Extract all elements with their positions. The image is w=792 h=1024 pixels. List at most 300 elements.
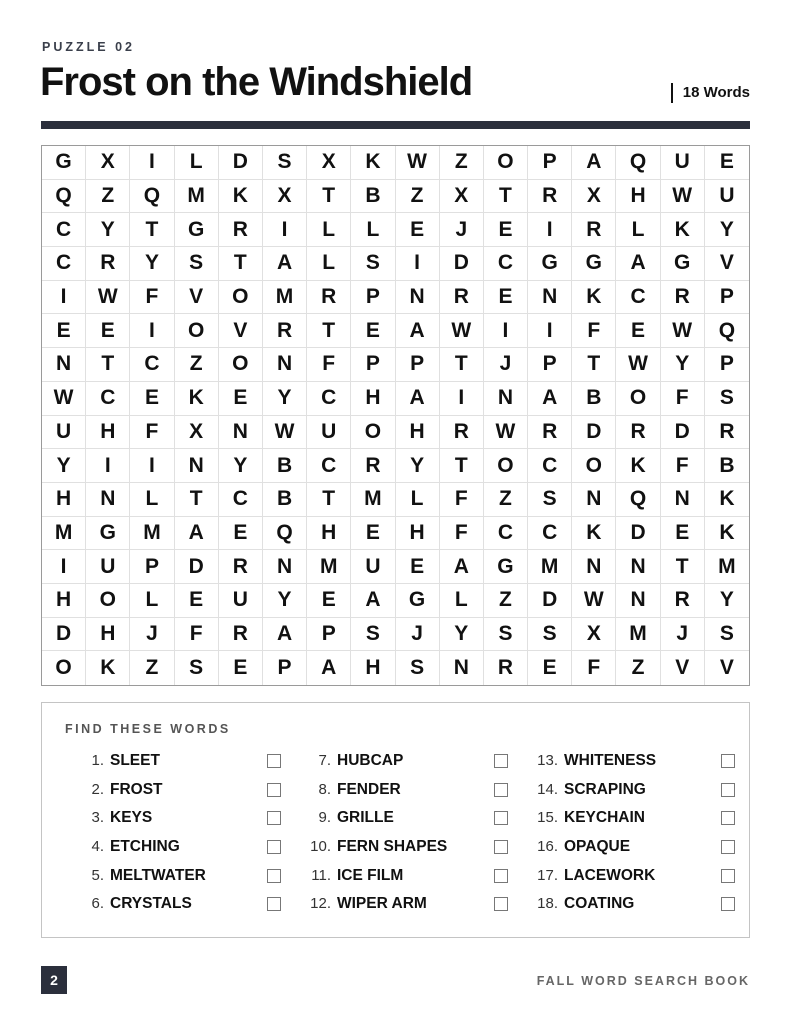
grid-cell[interactable]: F [661, 449, 705, 483]
grid-cell[interactable]: D [661, 416, 705, 450]
grid-cell[interactable]: W [263, 416, 307, 450]
grid-cell[interactable]: V [219, 314, 263, 348]
grid-cell[interactable]: U [42, 416, 86, 450]
grid-cell[interactable]: P [351, 348, 395, 382]
grid-cell[interactable]: I [42, 281, 86, 315]
grid-cell[interactable]: O [219, 348, 263, 382]
grid-cell[interactable]: A [528, 382, 572, 416]
grid-cell[interactable]: T [440, 348, 484, 382]
word-list-item [530, 751, 735, 780]
grid-cell[interactable]: A [396, 314, 440, 348]
grid-cell[interactable]: V [705, 247, 749, 281]
grid-cell[interactable]: M [351, 483, 395, 517]
grid-cell[interactable]: C [219, 483, 263, 517]
grid-cell[interactable]: T [572, 348, 616, 382]
grid-cell[interactable]: L [396, 483, 440, 517]
grid-cell[interactable]: O [175, 314, 219, 348]
grid-cell[interactable]: C [42, 247, 86, 281]
grid-cell[interactable]: T [219, 247, 263, 281]
grid-cell[interactable]: N [616, 584, 660, 618]
grid-cell[interactable]: J [396, 618, 440, 652]
grid-cell[interactable]: K [86, 651, 130, 685]
grid-cell[interactable]: Y [705, 584, 749, 618]
grid-cell[interactable]: I [86, 449, 130, 483]
grid-cell[interactable]: H [86, 618, 130, 652]
grid-cell[interactable]: U [307, 416, 351, 450]
grid-cell[interactable]: N [219, 416, 263, 450]
grid-cell[interactable]: N [86, 483, 130, 517]
grid-cell[interactable]: I [484, 314, 528, 348]
grid-cell[interactable]: O [616, 382, 660, 416]
grid-cell[interactable]: E [484, 281, 528, 315]
word-checkbox[interactable] [494, 754, 508, 768]
word-checkbox[interactable] [721, 754, 735, 768]
grid-cell[interactable]: A [440, 550, 484, 584]
grid-cell[interactable]: B [351, 180, 395, 214]
word-list-item [76, 751, 281, 780]
grid-cell[interactable]: T [307, 314, 351, 348]
grid-cell[interactable]: X [307, 146, 351, 180]
grid-cell[interactable]: H [86, 416, 130, 450]
grid-cell[interactable]: E [351, 314, 395, 348]
grid-cell[interactable]: E [42, 314, 86, 348]
grid-cell[interactable]: W [396, 146, 440, 180]
word-text: GRILLE [337, 809, 394, 827]
grid-cell[interactable]: F [307, 348, 351, 382]
grid-cell[interactable]: F [440, 483, 484, 517]
grid-cell[interactable]: K [661, 213, 705, 247]
word-list-item [530, 894, 735, 923]
grid-cell[interactable]: A [263, 618, 307, 652]
grid-cell[interactable]: P [705, 348, 749, 382]
grid-cell[interactable]: P [528, 348, 572, 382]
grid-cell[interactable]: T [175, 483, 219, 517]
grid-cell[interactable]: A [307, 651, 351, 685]
word-list-panel [41, 702, 750, 938]
word-checkbox[interactable] [267, 840, 281, 854]
word-text: SLEET [110, 752, 160, 769]
grid-cell[interactable]: M [42, 517, 86, 551]
grid-cell[interactable]: A [572, 146, 616, 180]
grid-cell[interactable]: T [440, 449, 484, 483]
grid-cell[interactable]: S [351, 618, 395, 652]
grid-cell[interactable]: O [219, 281, 263, 315]
grid-cell[interactable]: F [130, 416, 174, 450]
grid-cell[interactable]: L [175, 146, 219, 180]
grid-cell[interactable]: H [396, 517, 440, 551]
grid-cell[interactable]: N [572, 550, 616, 584]
grid-cell[interactable]: L [616, 213, 660, 247]
grid-cell[interactable]: O [572, 449, 616, 483]
word-list-item [530, 866, 735, 895]
grid-cell[interactable]: J [484, 348, 528, 382]
grid-cell[interactable]: E [130, 382, 174, 416]
grid-cell[interactable]: I [528, 314, 572, 348]
grid-cell[interactable]: C [484, 517, 528, 551]
grid-cell[interactable]: L [307, 213, 351, 247]
grid-cell[interactable]: E [86, 314, 130, 348]
grid-cell[interactable]: R [440, 416, 484, 450]
grid-cell[interactable]: Y [263, 382, 307, 416]
grid-cell[interactable]: R [484, 651, 528, 685]
grid-cell[interactable]: Z [175, 348, 219, 382]
grid-cell[interactable]: S [396, 651, 440, 685]
grid-cell[interactable]: G [661, 247, 705, 281]
grid-cell[interactable]: Q [705, 314, 749, 348]
grid-cell[interactable]: X [572, 180, 616, 214]
grid-cell[interactable]: M [307, 550, 351, 584]
word-checkbox[interactable] [494, 897, 508, 911]
grid-cell[interactable]: S [528, 483, 572, 517]
word-text: WHITENESS [564, 752, 657, 769]
word-checkbox[interactable] [721, 783, 735, 797]
grid-cell[interactable]: D [440, 247, 484, 281]
grid-cell[interactable]: N [42, 348, 86, 382]
grid-cell[interactable]: A [263, 247, 307, 281]
grid-cell[interactable]: R [705, 416, 749, 450]
grid-cell[interactable]: I [396, 247, 440, 281]
grid-cell[interactable]: G [396, 584, 440, 618]
grid-cell[interactable]: F [572, 314, 616, 348]
grid-cell[interactable]: H [307, 517, 351, 551]
word-checkbox[interactable] [267, 783, 281, 797]
grid-cell[interactable]: C [130, 348, 174, 382]
grid-cell[interactable]: K [572, 281, 616, 315]
grid-cell[interactable]: E [396, 213, 440, 247]
grid-cell[interactable]: Y [219, 449, 263, 483]
grid-cell[interactable]: R [219, 618, 263, 652]
grid-cell[interactable]: X [263, 180, 307, 214]
grid-cell[interactable]: W [86, 281, 130, 315]
grid-cell[interactable]: Q [130, 180, 174, 214]
grid-cell[interactable]: E [616, 314, 660, 348]
grid-cell[interactable]: C [307, 382, 351, 416]
grid-cell[interactable]: C [484, 247, 528, 281]
grid-cell[interactable]: H [351, 382, 395, 416]
header-divider [41, 121, 750, 129]
grid-cell[interactable]: N [661, 483, 705, 517]
grid-cell[interactable]: M [616, 618, 660, 652]
word-checkbox[interactable] [267, 897, 281, 911]
word-list-item [76, 780, 281, 809]
word-text: KEYS [110, 809, 153, 827]
grid-cell[interactable]: W [661, 180, 705, 214]
grid-cell[interactable]: P [351, 281, 395, 315]
grid-cell[interactable]: R [616, 416, 660, 450]
grid-cell[interactable]: M [175, 180, 219, 214]
grid-cell[interactable]: W [42, 382, 86, 416]
grid-cell[interactable]: I [440, 382, 484, 416]
word-checkbox[interactable] [721, 897, 735, 911]
grid-cell[interactable]: G [175, 213, 219, 247]
grid-cell[interactable]: V [719, 656, 734, 680]
word-list-item [76, 808, 281, 837]
grid-cell[interactable]: X [86, 146, 130, 180]
grid-cell[interactable]: Z [130, 651, 174, 685]
grid-cell[interactable]: Z [484, 584, 528, 618]
grid-cell[interactable]: H [42, 483, 86, 517]
grid-cell[interactable]: N [528, 281, 572, 315]
grid-cell[interactable]: T [307, 483, 351, 517]
grid-cell[interactable]: Y [661, 348, 705, 382]
word-list-item [530, 837, 735, 866]
puzzle-number: PUZZLE 02 [42, 40, 135, 54]
grid-cell[interactable]: G [572, 247, 616, 281]
word-text: SCRAPING [564, 780, 646, 798]
grid-cell[interactable]: T [661, 550, 705, 584]
grid-cell[interactable]: Y [130, 247, 174, 281]
word-checkbox[interactable] [721, 840, 735, 854]
grid-cell[interactable]: H [616, 180, 660, 214]
word-checkbox[interactable] [494, 811, 508, 825]
grid-cell[interactable]: P [307, 618, 351, 652]
grid-cell[interactable]: B [705, 449, 749, 483]
word-number: 3. [91, 809, 104, 827]
grid-cell[interactable]: G [42, 146, 86, 180]
grid-cell[interactable]: R [661, 281, 705, 315]
grid-cell[interactable]: E [307, 584, 351, 618]
grid-cell[interactable]: R [263, 314, 307, 348]
grid-cell[interactable]: O [86, 584, 130, 618]
grid-cell[interactable]: L [351, 213, 395, 247]
grid-cell[interactable]: N [572, 483, 616, 517]
grid-cell[interactable]: H [396, 416, 440, 450]
grid-cell[interactable]: N [396, 281, 440, 315]
grid-cell[interactable]: R [219, 550, 263, 584]
grid-cell[interactable]: F [661, 382, 705, 416]
grid-cell[interactable]: W [440, 314, 484, 348]
word-number: 14. [537, 780, 558, 798]
grid-cell[interactable]: P [705, 281, 749, 315]
grid-cell[interactable]: B [263, 449, 307, 483]
grid-cell[interactable]: W [616, 348, 660, 382]
grid-cell[interactable]: S [263, 146, 307, 180]
grid-cell[interactable]: C [42, 213, 86, 247]
word-checkbox[interactable] [721, 869, 735, 883]
grid-cell[interactable]: K [219, 180, 263, 214]
grid-cell[interactable]: I [130, 314, 174, 348]
grid-cell[interactable]: E [396, 550, 440, 584]
grid-cell[interactable]: Y [440, 618, 484, 652]
word-checkbox[interactable] [721, 811, 735, 825]
grid-cell[interactable]: W [661, 314, 705, 348]
grid-cell[interactable]: J [130, 618, 174, 652]
grid-cell[interactable]: L [130, 483, 174, 517]
grid-cell[interactable]: V [175, 281, 219, 315]
grid-cell[interactable]: S [528, 618, 572, 652]
grid-cell[interactable]: P [130, 550, 174, 584]
grid-cell[interactable]: S [175, 247, 219, 281]
page-number: 2 [41, 966, 67, 994]
grid-cell[interactable]: B [572, 382, 616, 416]
grid-cell[interactable]: Q [263, 517, 307, 551]
grid-cell[interactable]: M [528, 550, 572, 584]
grid-cell[interactable]: I [42, 550, 86, 584]
grid-cell[interactable]: F [175, 618, 219, 652]
word-checkbox[interactable] [494, 869, 508, 883]
grid-cell[interactable]: P [396, 348, 440, 382]
grid-cell[interactable]: M [130, 517, 174, 551]
grid-cell[interactable]: R [351, 449, 395, 483]
grid-cell[interactable]: R [528, 180, 572, 214]
grid-cell[interactable]: Z [86, 180, 130, 214]
grid-cell[interactable]: G [86, 517, 130, 551]
grid-cell[interactable]: L [440, 584, 484, 618]
grid-cell[interactable]: D [528, 584, 572, 618]
grid-cell[interactable]: K [572, 517, 616, 551]
grid-cell[interactable]: W [484, 416, 528, 450]
grid-cell[interactable]: D [42, 618, 86, 652]
grid-cell[interactable]: S [351, 247, 395, 281]
word-checkbox[interactable] [267, 869, 281, 883]
grid-cell[interactable]: D [175, 550, 219, 584]
grid-cell[interactable]: C [307, 449, 351, 483]
grid-cell[interactable]: N [175, 449, 219, 483]
grid-cell[interactable]: R [528, 416, 572, 450]
grid-cell[interactable]: Z [616, 651, 660, 685]
grid-cell[interactable]: U [219, 584, 263, 618]
grid-cell[interactable]: E [219, 651, 263, 685]
word-checkbox[interactable] [267, 811, 281, 825]
grid-cell[interactable]: S [175, 651, 219, 685]
grid-cell[interactable]: O [351, 416, 395, 450]
grid-cell[interactable]: Z [440, 146, 484, 180]
grid-cell[interactable]: H [42, 584, 86, 618]
grid-cell[interactable]: F [440, 517, 484, 551]
grid-cell[interactable]: L [130, 584, 174, 618]
grid-cell[interactable]: J [440, 213, 484, 247]
grid-cell[interactable]: E [484, 213, 528, 247]
grid-cell[interactable]: U [661, 146, 705, 180]
grid-cell[interactable]: I [263, 213, 307, 247]
grid-cell[interactable]: K [705, 483, 749, 517]
grid-cell[interactable]: N [263, 348, 307, 382]
grid-cell[interactable]: P [528, 146, 572, 180]
grid-cell[interactable]: O [484, 146, 528, 180]
grid-cell[interactable]: L [307, 247, 351, 281]
grid-cell[interactable]: E [175, 584, 219, 618]
grid-cell[interactable]: T [130, 213, 174, 247]
grid-cell[interactable]: C [86, 382, 130, 416]
word-checkbox[interactable] [494, 840, 508, 854]
grid-cell[interactable]: Y [396, 449, 440, 483]
grid-cell[interactable]: J [661, 618, 705, 652]
grid-cell[interactable]: N [263, 550, 307, 584]
grid-cell[interactable]: X [572, 618, 616, 652]
grid-cell[interactable]: H [351, 651, 395, 685]
word-number: 11. [311, 866, 331, 884]
word-list-item [530, 808, 735, 837]
word-number: 8. [318, 780, 331, 798]
grid-cell[interactable]: S [484, 618, 528, 652]
grid-cell[interactable]: F [572, 651, 616, 685]
grid-cell[interactable]: N [616, 550, 660, 584]
grid-cell[interactable]: V [661, 651, 705, 685]
grid-cell[interactable]: X [440, 180, 484, 214]
grid-cell[interactable]: S [705, 618, 749, 652]
grid-cell[interactable]: T [484, 180, 528, 214]
grid-cell[interactable]: C [528, 449, 572, 483]
book-title: FALL WORD SEARCH BOOK [536, 974, 750, 988]
grid-cell[interactable]: A [616, 247, 660, 281]
grid-cell[interactable]: U [351, 550, 395, 584]
grid-cell[interactable]: G [528, 247, 572, 281]
grid-cell[interactable]: S [705, 382, 749, 416]
grid-cell[interactable]: Y [42, 449, 86, 483]
grid-cell[interactable]: Q [616, 483, 660, 517]
grid-cell[interactable]: G [484, 550, 528, 584]
grid-cell[interactable]: F [130, 281, 174, 315]
grid-cell[interactable]: Z [396, 180, 440, 214]
grid-cell[interactable]: R [661, 584, 705, 618]
word-checkbox[interactable] [494, 783, 508, 797]
grid-cell[interactable]: W [572, 584, 616, 618]
grid-cell[interactable]: T [307, 180, 351, 214]
grid-cell[interactable]: E [219, 382, 263, 416]
grid-cell[interactable]: K [175, 382, 219, 416]
grid-cell[interactable]: D [572, 416, 616, 450]
word-list-heading: FIND THESE WORDS [65, 722, 231, 736]
grid-cell[interactable]: Z [484, 483, 528, 517]
grid-cell[interactable]: U [86, 550, 130, 584]
grid-cell[interactable]: I [130, 449, 174, 483]
grid-cell[interactable]: P [263, 651, 307, 685]
word-checkbox[interactable] [267, 754, 281, 768]
grid-cell[interactable]: O [42, 651, 86, 685]
grid-cell[interactable]: Y [86, 213, 130, 247]
grid-cell[interactable]: N [484, 382, 528, 416]
grid-cell[interactable]: Q [616, 146, 660, 180]
grid-cell[interactable]: D [219, 146, 263, 180]
grid-cell[interactable]: D [616, 517, 660, 551]
grid-cell[interactable]: A [351, 584, 395, 618]
grid-cell[interactable]: E [351, 517, 395, 551]
grid-cell[interactable]: K [616, 449, 660, 483]
grid-cell[interactable]: Y [263, 584, 307, 618]
grid-cell[interactable]: U [705, 180, 749, 214]
grid-cell[interactable]: C [616, 281, 660, 315]
grid-cell[interactable]: I [130, 146, 174, 180]
grid-cell[interactable]: M [705, 550, 749, 584]
grid-cell[interactable]: I [528, 213, 572, 247]
grid-cell[interactable]: B [263, 483, 307, 517]
grid-cell[interactable]: A [175, 517, 219, 551]
grid-cell[interactable]: T [86, 348, 130, 382]
grid-cell[interactable]: R [86, 247, 130, 281]
grid-cell[interactable]: E [661, 517, 705, 551]
grid-cell[interactable]: E [705, 146, 749, 180]
grid-cell[interactable]: A [396, 382, 440, 416]
grid-cell[interactable]: K [351, 146, 395, 180]
grid-cell[interactable]: Y [705, 213, 749, 247]
grid-cell[interactable]: E [528, 651, 572, 685]
grid-cell[interactable]: R [572, 213, 616, 247]
word-number: 6. [91, 895, 104, 913]
grid-cell[interactable]: R [219, 213, 263, 247]
grid-cell[interactable]: N [440, 651, 484, 685]
grid-cell[interactable]: R [307, 281, 351, 315]
grid-cell[interactable]: X [175, 416, 219, 450]
grid-cell[interactable]: E [219, 517, 263, 551]
word-text: ETCHING [110, 838, 180, 856]
grid-cell[interactable]: M [263, 281, 307, 315]
grid-cell[interactable]: K [705, 517, 749, 551]
grid-cell[interactable]: Q [42, 180, 86, 214]
grid-cell[interactable]: O [484, 449, 528, 483]
grid-cell[interactable]: C [528, 517, 572, 551]
word-number: 9. [318, 809, 331, 827]
grid-cell[interactable]: R [440, 281, 484, 315]
